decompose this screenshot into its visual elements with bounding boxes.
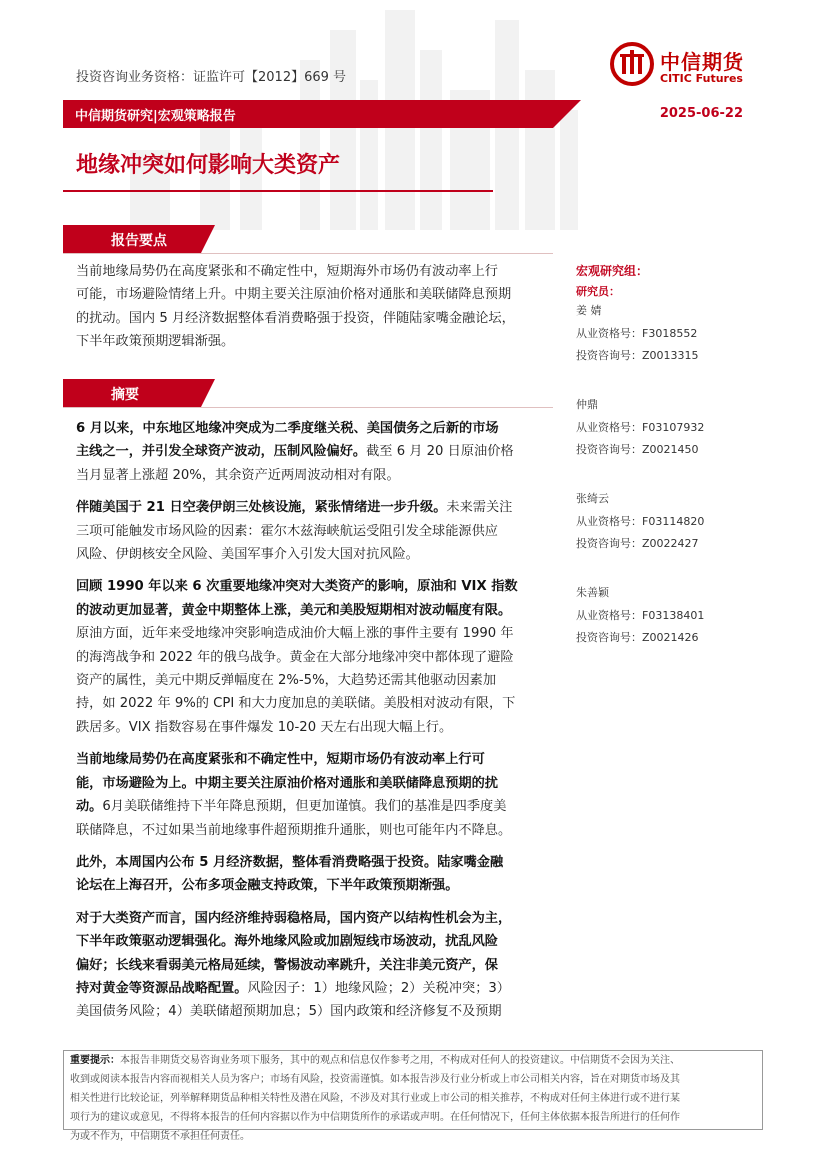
summary-body — [76, 417, 546, 1033]
summary-paragraph — [76, 748, 546, 842]
disclaimer-line: 重要提示：本报告非期货交易咨询业务项下服务，其中的观点和信息仅作参考之用，不构成对任何人的投资建议。中信期货不会因为关注、 — [70, 1055, 680, 1066]
researcher-entry — [576, 393, 704, 461]
text-line: 下半年政策驱动逻辑强化。海外地缘风险或加剧短线市场波动，扰乱风险 — [76, 934, 498, 950]
researcher-name: 姜 婧 — [576, 304, 602, 317]
text-line: 当前地缘局势仍在高度紧张和不确定性中，短期海外市场仍有波动率上行 — [76, 264, 498, 279]
text-line: 6 月以来，中东地区地缘冲突成为二季度继关税、美国债务之后新的市场 — [76, 421, 499, 436]
logo-text-en: CITIC Futures — [660, 72, 743, 85]
researcher-name: 仲鼎 — [576, 398, 598, 411]
advisory-number: 投资咨询号：Z0022427 — [576, 537, 699, 550]
text-line: 原油方面，近年来受地缘冲突影响造成油价大幅上涨的事件主要有 1990 年 — [76, 626, 514, 642]
summary-paragraph — [76, 907, 546, 1024]
banner-label: 中信期货研究|宏观策略报告 — [75, 109, 236, 124]
citic-logo-icon — [610, 42, 654, 86]
text-line: 能，市场避险为上。中期主要关注原油价格对通胀和美联储降息预期的扰 — [76, 775, 498, 791]
disclaimer-line: 相关性进行比较论证，列举解释期货品种相关特性及潜在风险，不涉及对其行业或上市公司的相关推荐，不构成对任何主体进行或不进行某 — [70, 1093, 680, 1104]
text-line: 偏好；长线来看弱美元格局延续，警惕波动率跳升，关注非美元资产，保 — [76, 957, 498, 973]
disclaimer-line: 收到或阅读本报告内容而视相关人员为客户；市场有风险，投资需谨慎。如本报告涉及行业分析或上市公司相关内容，旨在对期货市场及其 — [70, 1074, 680, 1085]
section-divider — [63, 407, 553, 408]
text-line: 持对黄金等资源品战略配置。风险因子：1）地缘风险；2）关税冲突；3） — [76, 980, 510, 996]
key-points-text — [76, 260, 546, 354]
text-line: 当月显著上涨超 20%，其余资产近两周波动相对有限。 — [76, 467, 400, 483]
report-banner — [63, 100, 763, 128]
section-divider — [63, 253, 553, 254]
text-line: 跌居多。VIX 指数容易在事件爆发 10-20 天左右出现大幅上行。 — [76, 719, 453, 735]
text-line: 资产的属性，美元中期反弹幅度在 2%-5%，大趋势还需其他驱动因素加 — [76, 673, 497, 689]
advisory-number: 投资咨询号：Z0021450 — [576, 443, 699, 456]
researcher-name: 朱善颖 — [576, 586, 609, 599]
researcher-entry — [576, 487, 704, 555]
qualification-number: 从业资格号：F03107932 — [576, 421, 705, 434]
report-title: 地缘冲突如何影响大类资产 — [76, 153, 341, 178]
text-line: 美国债务风险；4）美联储超预期加息；5）国内政策和经济修复不及预期 — [76, 1004, 502, 1020]
disclaimer-line: 项行为的建议或意见，不得将本报告的任何内容据以作为中信期货所作的承诺或声明。在任何情况下，任何主体依据本报告所进行的任何作 — [70, 1112, 680, 1123]
text-line: 三项可能触发市场风险的因素：霍尔木兹海峡航运受阻引发全球能源供应 — [76, 523, 498, 539]
summary-paragraph — [76, 575, 546, 739]
qualification-number: 从业资格号：F03138401 — [576, 609, 705, 622]
title-underline — [63, 190, 493, 192]
text-line: 的海湾战争和 2022 年的俄乌战争。黄金在大部分地缘冲突中都体现了避险 — [76, 649, 514, 665]
researcher-name: 张绮云 — [576, 492, 609, 505]
text-line: 持，如 2022 年 9%的 CPI 和大力度加息的美联储。美股相对波动有限，下 — [76, 696, 516, 712]
text-line: 论坛在上海召开，公布多项金融支持政策，下半年政策预期渐强。 — [76, 878, 459, 894]
text-line: 回顾 1990 年以来 6 次重要地缘冲突对大类资产的影响，原油和 VIX 指数 — [76, 579, 518, 595]
research-team-panel — [576, 262, 704, 649]
text-line: 的波动更加显著，黄金中期整体上涨，美元和美股短期相对波动幅度有限。 — [76, 602, 512, 618]
banner-red-bar — [63, 100, 553, 128]
research-group-label: 宏观研究组： — [576, 264, 649, 278]
text-line: 此外，本周国内公布 5 月经济数据，整体看消费略强于投资。陆家嘴金融 — [76, 854, 504, 870]
researcher-entry — [576, 581, 704, 649]
text-line: 风险、伊朗核安全风险、美国军事介入引发大国对抗风险。 — [76, 547, 419, 563]
logo-text-cn: 中信期货 — [660, 50, 744, 74]
text-line: 的扰动。国内 5 月经济数据整体看消费略强于投资，伴随陆家嘴金融论坛， — [76, 310, 515, 326]
summary-paragraph — [76, 851, 546, 898]
text-line: 主线之一，并引发全球资产波动，压制风险偏好。截至 6 月 20 日原油价格 — [76, 444, 514, 460]
key-points-header — [63, 225, 213, 253]
text-line: 可能，市场避险情绪上升。中期主要关注原油价格对通胀和美联储降息预期 — [76, 287, 512, 303]
summary-paragraph — [76, 496, 546, 566]
summary-header — [63, 379, 213, 407]
researcher-entry — [576, 299, 704, 367]
advisory-number: 投资咨询号：Z0013315 — [576, 349, 699, 362]
text-line: 下半年政策预期逻辑渐强。 — [76, 334, 235, 350]
disclaimer-box — [63, 1050, 763, 1142]
text-line: 动。6月美联储维持下半年降息预期，但更加谨慎。我们的基准是四季度美 — [76, 799, 507, 815]
summary-title: 摘要 — [111, 387, 139, 403]
qualification-number: 从业资格号：F3018552 — [576, 327, 698, 340]
advisory-number: 投资咨询号：Z0021426 — [576, 631, 699, 644]
summary-paragraph — [76, 417, 546, 487]
disclaimer-line: 为或不作为，中信期货不承担任何责任。 — [70, 1131, 250, 1142]
license-text: 投资咨询业务资格：证监许可【2012】669 号 — [76, 70, 347, 85]
text-line: 伴随美国于 21 日空袭伊朗三处核设施，紧张情绪进一步升级。未来需关注 — [76, 500, 513, 516]
text-line: 当前地缘局势仍在高度紧张和不确定性中，短期市场仍有波动率上行可 — [76, 752, 485, 768]
researcher-role-label: 研究员： — [576, 285, 620, 298]
text-line: 联储降息，不过如果当前地缘事件超预期推升通胀，则也可能年内不降息。 — [76, 822, 512, 838]
citic-futures-logo — [610, 42, 760, 94]
text-line: 对于大类资产而言，国内经济维持弱稳格局，国内资产以结构性机会为主， — [76, 910, 512, 926]
key-points-title: 报告要点 — [111, 233, 167, 249]
qualification-number: 从业资格号：F03114820 — [576, 515, 705, 528]
report-date: 2025-06-22 — [659, 106, 743, 121]
